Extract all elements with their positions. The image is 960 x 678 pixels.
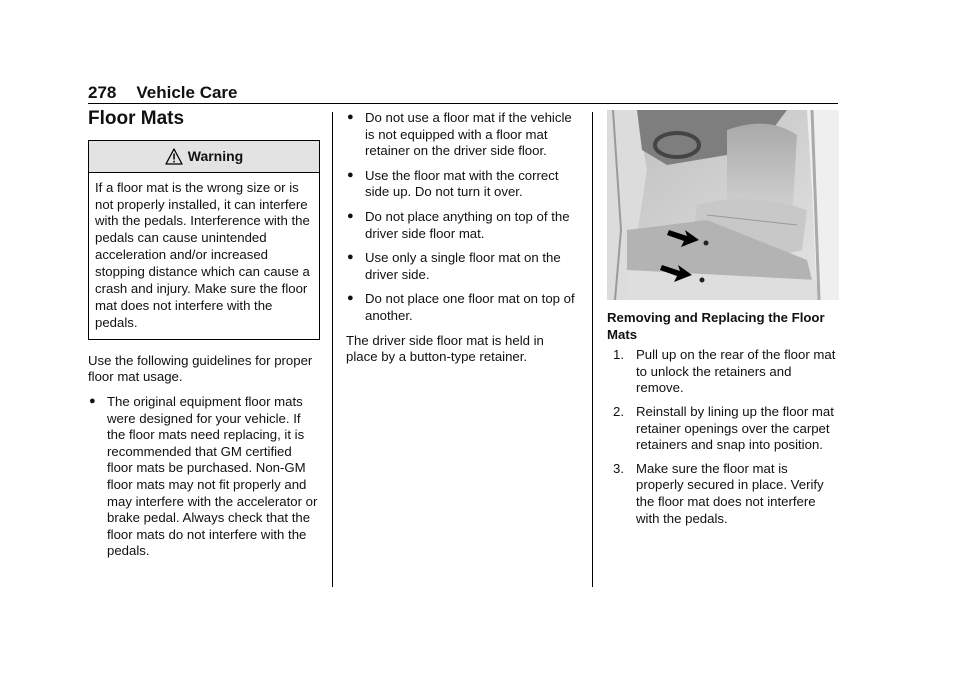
bullet-icon: ●	[347, 209, 354, 222]
list-item: ● Do not place anything on top of the driver side floor mat.	[347, 208, 570, 241]
bullet-icon: ●	[347, 168, 354, 181]
section-title: Floor Mats	[88, 108, 185, 129]
intro-paragraph: Use the following guidelines for proper floor mat usage.	[88, 352, 313, 385]
list-item: 2. Reinstall by lining up the floor mat retainer openings over the carpet retainers and snap into position.	[613, 403, 834, 453]
header-rule	[88, 103, 838, 104]
list-item: ● Use the floor mat with the correct side up. Do not turn it over.	[347, 167, 559, 200]
page-header	[88, 83, 238, 103]
list-item: ● Do not place one floor mat on top of another.	[347, 291, 575, 323]
floor-mat-retainer-photo	[607, 110, 839, 300]
list-item: ● The original equipment floor mats were designed for your vehicle. If the floor mats need replacing, it is recommended that GM certified floor mats be purchased. Non-GM floor mats may not fit properly and may interfere with the accelerator or brake pedal. Always check that the floor mats do not interfere with the pedals.	[89, 393, 318, 559]
bullet-icon: ●	[89, 394, 96, 407]
warning-label: Warning	[187, 147, 244, 164]
list-item: ● Use only a single floor mat on the driver side.	[347, 250, 561, 282]
warning-text: If a floor mat is the wrong size or is not properly installed, it can interfere with the pedals. Interference with the pedals can cause unintended acceleration and/or increased stopping distance which can cause a crash and injury. Make sure the floor mat does not interfere with the pedals.	[95, 179, 310, 330]
list-item: ● Do not use a floor mat if the vehicle is not equipped with a floor mat retainer on the driver side floor.	[347, 110, 572, 159]
guideline-list	[88, 394, 320, 560]
list-item: 3. Make sure the floor mat is properly secured in place. Verify the floor mat does not interfere with the pedals.	[613, 460, 824, 526]
bullet-icon: ●	[347, 292, 354, 305]
warning-header	[89, 141, 319, 173]
warning-box	[88, 140, 320, 340]
subheading: Removing and Replacing the Floor Mats	[607, 310, 825, 342]
column-2	[346, 110, 578, 366]
column-3	[607, 110, 839, 534]
column-divider	[592, 112, 593, 587]
warning-triangle-icon	[165, 148, 183, 165]
column-divider	[332, 112, 333, 587]
list-item: 1. Pull up on the rear of the floor mat to unlock the retainers and remove.	[613, 347, 836, 396]
retainer-paragraph: The driver side floor mat is held in place by a button-type retainer.	[346, 332, 544, 365]
guideline-list	[346, 110, 578, 325]
steps-list	[607, 347, 839, 527]
page-number: 278	[88, 83, 117, 102]
bullet-icon: ●	[347, 111, 354, 123]
section-name: Vehicle Care	[136, 83, 238, 102]
bullet-icon: ●	[347, 251, 354, 264]
column-1	[88, 110, 320, 567]
